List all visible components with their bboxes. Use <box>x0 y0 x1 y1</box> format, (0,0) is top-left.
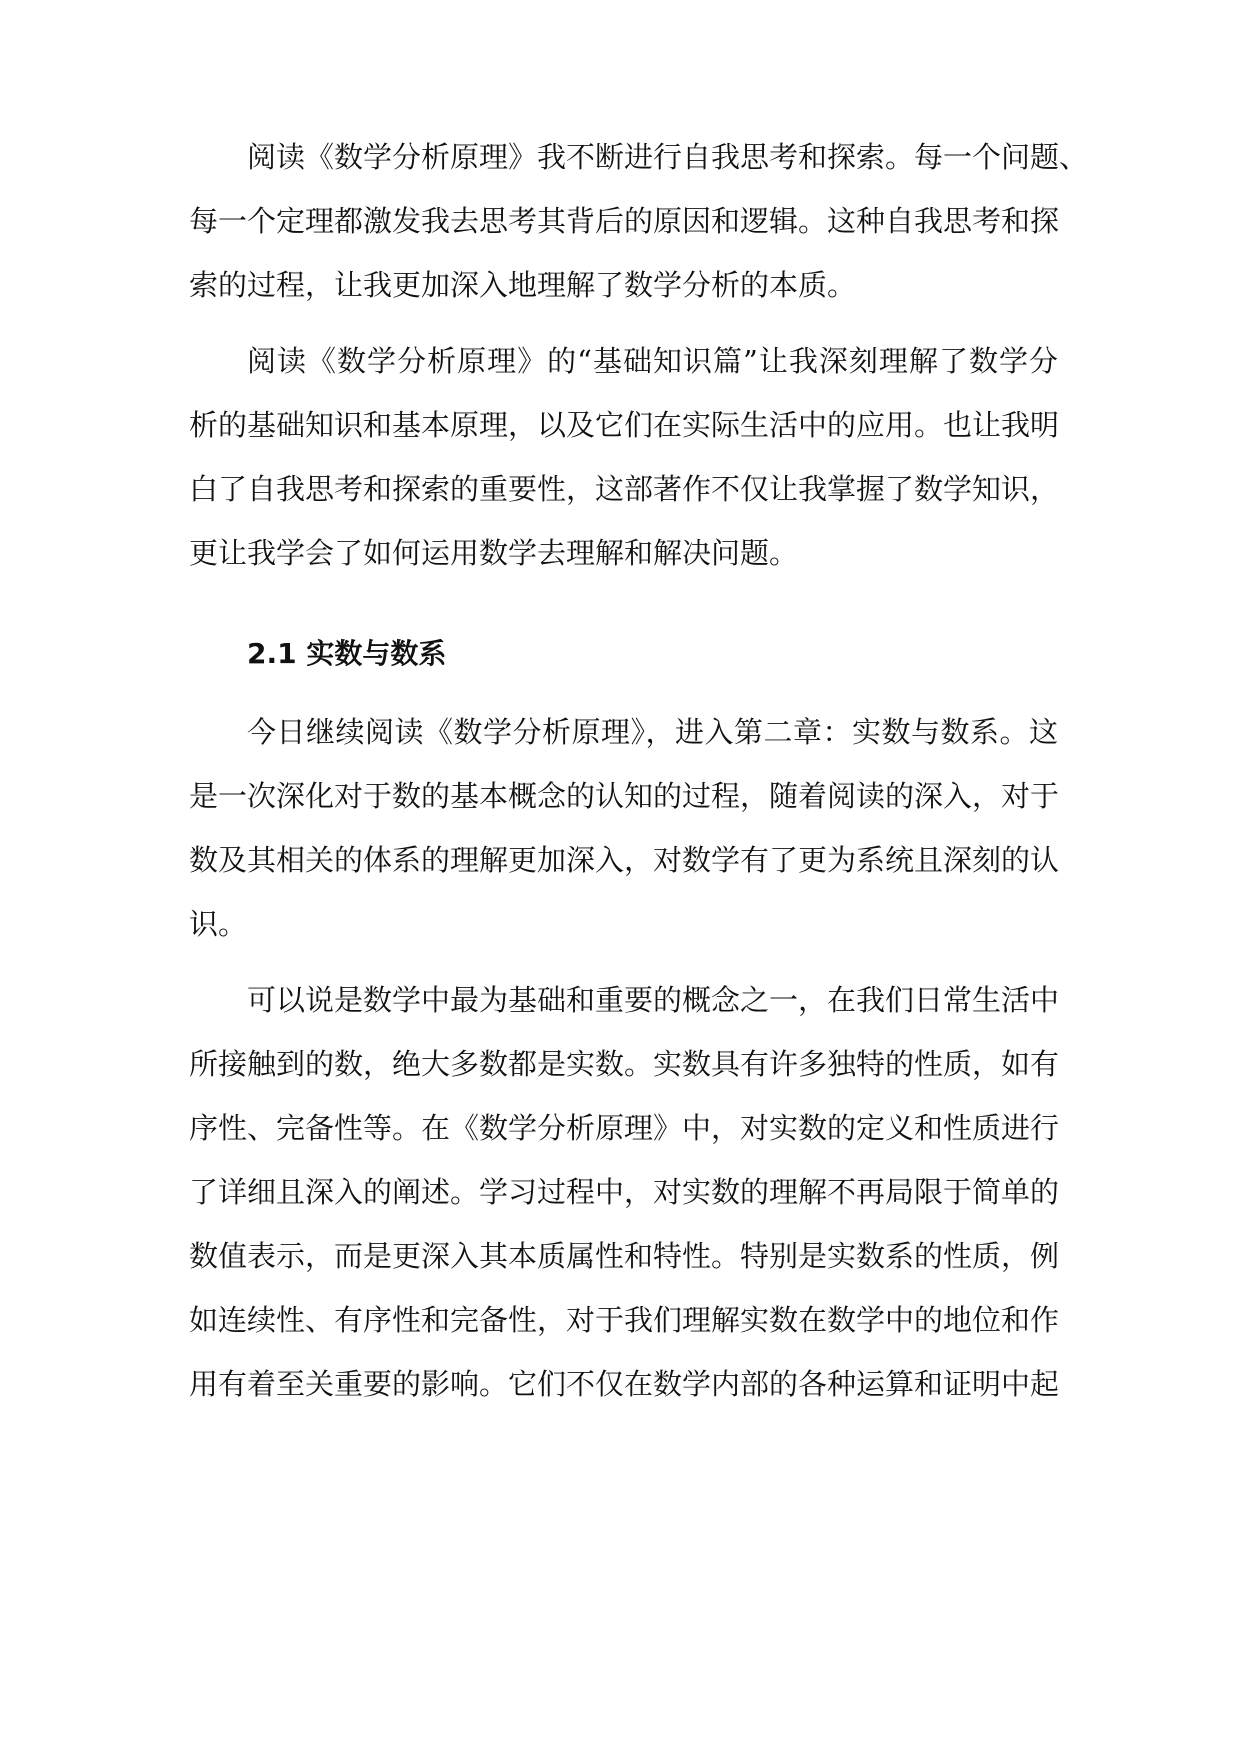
paragraph-3-line-4: 识。 <box>189 907 248 941</box>
paragraph-4-line-5: 数值表示，而是更深入其本质属性和特性。特别是实数系的性质，例 <box>189 1239 1060 1273</box>
paragraph-4-line-4: 了详细且深入的阐述。学习过程中，对实数的理解不再局限于简单的 <box>189 1175 1060 1209</box>
paragraph-1-line-1: 阅读《数学分析原理》我不断进行自我思考和探索。每一个问题、 <box>247 140 1089 174</box>
paragraph-3-line-1: 今日继续阅读《数学分析原理》，进入第二章：实数与数系。这 <box>247 715 1058 749</box>
section-heading: 2.1 实数与数系 <box>247 637 447 670</box>
paragraph-2-line-4: 更让我学会了如何运用数学去理解和解决问题。 <box>189 536 799 570</box>
paragraph-3-line-2: 是一次深化对于数的基本概念的认知的过程，随着阅读的深入，对于 <box>189 779 1060 813</box>
paragraph-2-line-2: 析的基础知识和基本原理，以及它们在实际生活中的应用。也让我明 <box>189 408 1060 442</box>
paragraph-4-line-3: 序性、完备性等。在《数学分析原理》中，对实数的定义和性质进行 <box>189 1111 1060 1145</box>
paragraph-3-line-3: 数及其相关的体系的理解更加深入，对数学有了更为系统且深刻的认 <box>189 843 1060 877</box>
paragraph-4-line-6: 如连续性、有序性和完备性，对于我们理解实数在数学中的地位和作 <box>189 1303 1060 1337</box>
paragraph-1-line-2: 每一个定理都激发我去思考其背后的原因和逻辑。这种自我思考和探 <box>189 204 1060 238</box>
paragraph-4-line-1: 可以说是数学中最为基础和重要的概念之一，在我们日常生活中 <box>247 983 1060 1017</box>
paragraph-1-line-3: 索的过程，让我更加深入地理解了数学分析的本质。 <box>189 268 857 302</box>
paragraph-2-line-3: 白了自我思考和探索的重要性，这部著作不仅让我掌握了数学知识， <box>189 472 1060 506</box>
paragraph-4-line-2: 所接触到的数，绝大多数都是实数。实数具有许多独特的性质，如有 <box>189 1047 1060 1081</box>
paragraph-2-line-1: 阅读《数学分析原理》的“基础知识篇”让我深刻理解了数学分 <box>247 344 1058 378</box>
paragraph-4-line-7: 用有着至关重要的影响。它们不仅在数学内部的各种运算和证明中起 <box>189 1367 1060 1401</box>
